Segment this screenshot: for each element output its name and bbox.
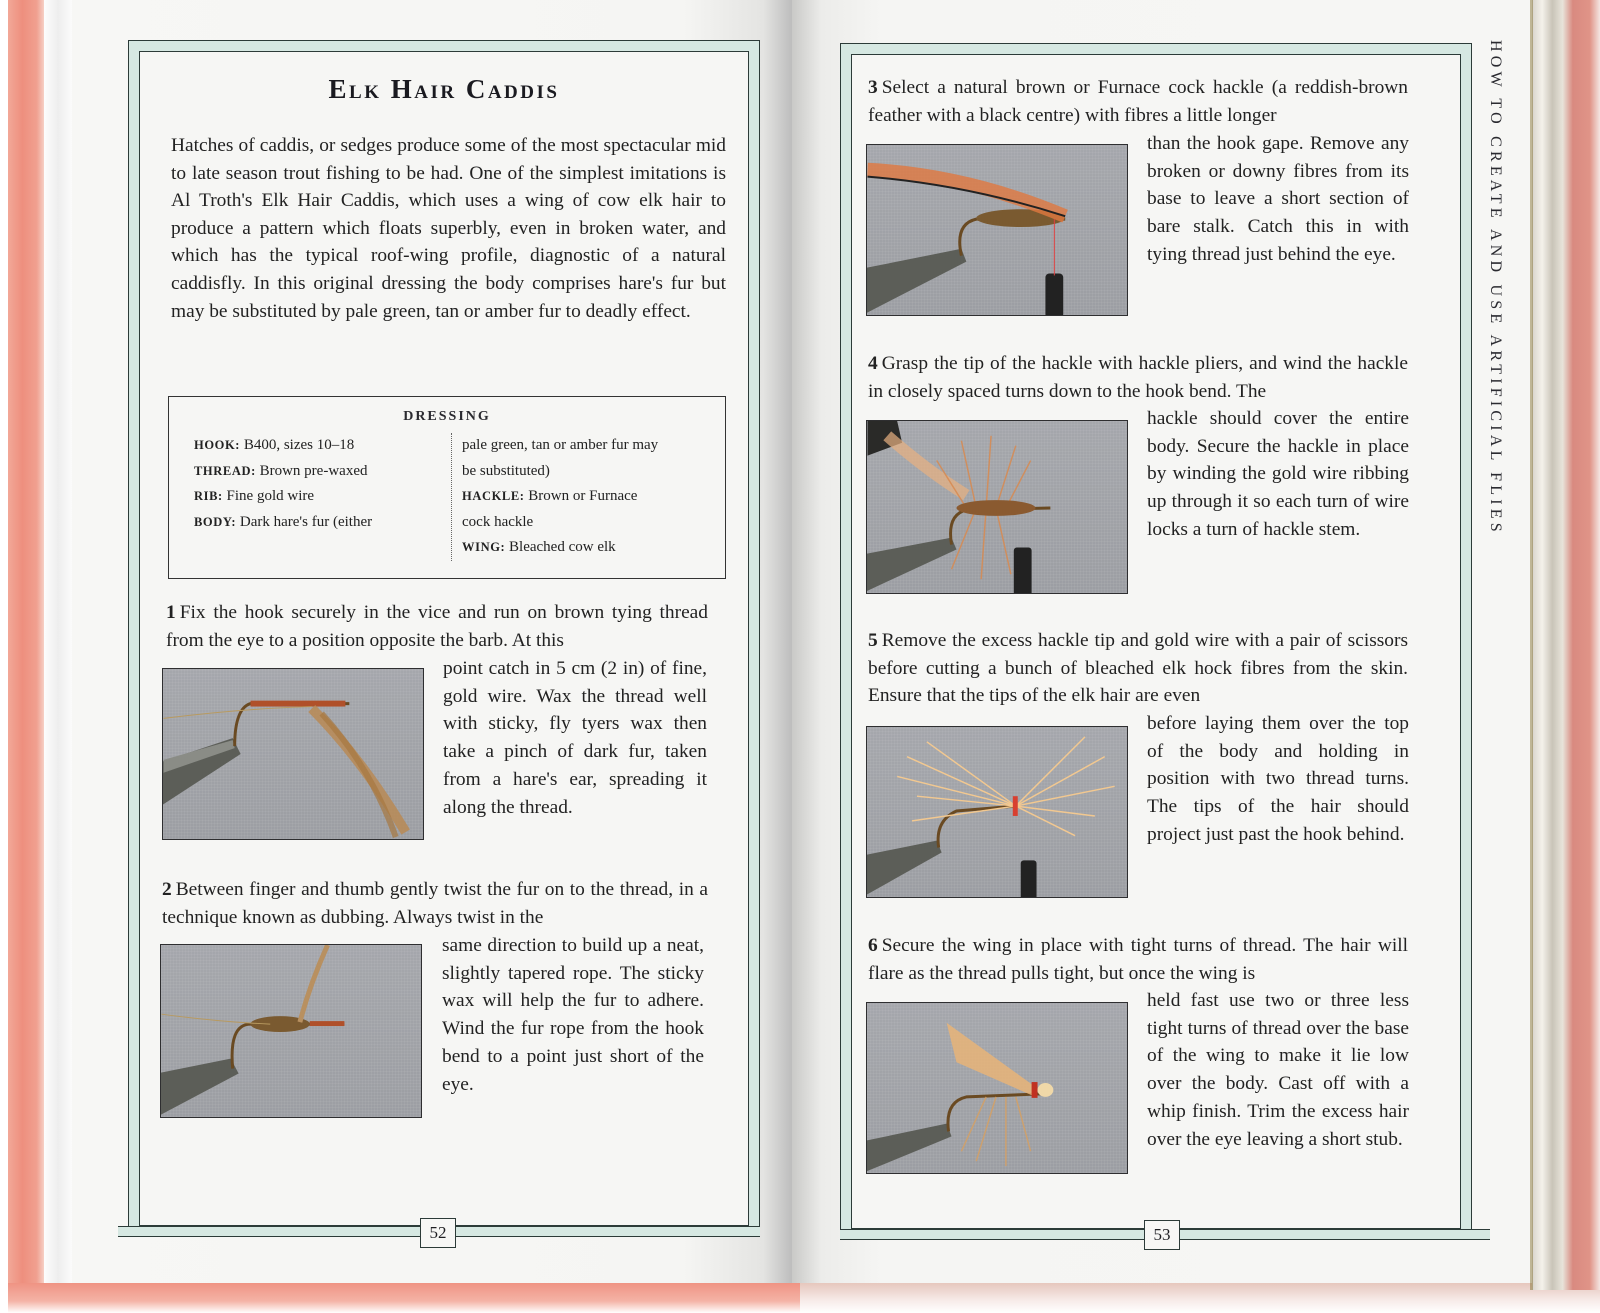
step-text: Between finger and thumb gently twist the fur on to the thread, in a technique known as dubbing. Always twist in the bbox=[162, 879, 708, 928]
hook-photo-illustration bbox=[867, 727, 1127, 897]
step-2-text: same direction to build up a neat, slightly tapered rope. The sticky wax will help the fur to adhere. Wind the fur rope from the hook bend to a point just short of the eye. bbox=[442, 935, 704, 1095]
dressing-column-left bbox=[194, 433, 444, 535]
page-edge-bottom-right bbox=[800, 1283, 1600, 1313]
step-5-text: before laying them over the top of the body and holding in position with two thread turns. The tips of the hair should project just past the hook behind. bbox=[1147, 713, 1409, 845]
step-3-lead bbox=[868, 74, 1408, 129]
page-number-left: 52 bbox=[420, 1218, 456, 1248]
hook-photo-illustration bbox=[867, 421, 1127, 593]
step-text: Secure the wing in place with tight turns of thread. The hair will flare as the thread pulls tight, but once the wing is bbox=[868, 935, 1408, 984]
step-2-lead bbox=[162, 876, 708, 931]
step-3-text: than the hook gape. Remove any broken or downy fibres from its base to leave a short section of bare stalk. Catch this in with tying thread just behind the eye. bbox=[1147, 133, 1409, 265]
step-number: 1 bbox=[166, 602, 176, 623]
page-number-right: 53 bbox=[1144, 1220, 1180, 1250]
step-number: 3 bbox=[868, 77, 878, 98]
dressing-label: HACKLE: bbox=[462, 489, 525, 504]
dressing-body-continued: be substituted) bbox=[462, 462, 550, 479]
dressing-value: Brown or Furnace bbox=[528, 488, 638, 505]
dressing-value: B400, sizes 10–18 bbox=[243, 437, 355, 453]
dressing-value: Fine gold wire bbox=[226, 488, 315, 505]
step-4-photo bbox=[866, 420, 1128, 594]
dressing-box bbox=[168, 396, 726, 579]
dressing-label: RIB: bbox=[194, 489, 223, 504]
running-head: HOW TO CREATE AND USE ARTIFICIAL FLIES bbox=[1487, 40, 1504, 536]
step-5-photo bbox=[866, 726, 1128, 898]
hook-photo-illustration bbox=[163, 669, 423, 839]
step-5-lead bbox=[868, 627, 1408, 710]
step-number: 5 bbox=[868, 630, 878, 651]
step-number: 4 bbox=[868, 353, 878, 374]
step-text: Grasp the tip of the hackle with hackle pliers, and wind the hackle in closely spaced turns down to the hook bend. The bbox=[868, 353, 1408, 402]
dressing-hackle-continued: cock hackle bbox=[462, 513, 534, 530]
step-text: Fix the hook securely in the vice and run on brown tying thread from the eye to a position opposite the barb. At this bbox=[166, 602, 708, 651]
dressing-label: WING: bbox=[462, 540, 506, 555]
step-4-lead bbox=[868, 350, 1408, 405]
dressing-item-hackle bbox=[462, 484, 711, 510]
hook-photo-illustration bbox=[867, 145, 1127, 315]
page-edge-right bbox=[1532, 0, 1600, 1290]
step-1-text: point catch in 5 cm (2 in) of fine, gold wire. Wax the thread well with sticky, fly tyers wax then take a pinch of dark fur, taken from a hare's ear, spreading it along the thread. bbox=[443, 658, 707, 818]
cover-edge-line bbox=[1530, 0, 1533, 1290]
step-text: Select a natural brown or Furnace cock hackle (a reddish-brown feather with a black centre) with fibres a little longer bbox=[868, 77, 1408, 126]
dressing-item-thread bbox=[194, 459, 444, 485]
dressing-label: THREAD: bbox=[194, 463, 256, 478]
step-1-lead bbox=[166, 599, 708, 654]
step-6-lead bbox=[868, 932, 1408, 987]
dressing-label: HOOK: bbox=[194, 438, 241, 452]
dressing-body-continued: pale green, tan or amber fur may bbox=[462, 437, 659, 453]
page-edge-left bbox=[8, 0, 44, 1290]
step-2-photo bbox=[160, 944, 422, 1118]
hook-photo-illustration bbox=[161, 945, 421, 1117]
dressing-title: DRESSING bbox=[403, 409, 491, 424]
step-3-photo bbox=[866, 144, 1128, 316]
intro-paragraph: Hatches of caddis, or sedges produce some of the most spectacular mid to late season trout fishing to be had. One of the simplest imitations is Al Troth's Elk Hair Caddis, which uses a wing of cow elk hair to produce a pattern which floats superbly, even in broken water, and which has the typical roof-wing profile, diagnostic of a natural caddisfly. In this original dressing the body comprises hare's fur but may be substituted by pale green, tan or amber fur to deadly effect. bbox=[171, 135, 726, 322]
dressing-item-body bbox=[194, 510, 444, 536]
dressing-item-rib bbox=[194, 484, 444, 510]
step-6-photo bbox=[866, 1002, 1128, 1174]
dressing-item-hook bbox=[194, 433, 444, 459]
dressing-value: Brown pre-waxed bbox=[259, 462, 368, 479]
article-title: Elk Hair Caddis bbox=[328, 74, 560, 104]
dressing-value: Bleached cow elk bbox=[509, 539, 616, 556]
step-6-text: held fast use two or three less tight turns of thread over the base of the wing to make it lie low over the body. Cast off with a whip finish. Trim the excess hair over the eye leaving a short stub. bbox=[1147, 990, 1409, 1150]
hook-photo-illustration bbox=[867, 1003, 1127, 1173]
dressing-label: BODY: bbox=[194, 514, 237, 529]
step-1-photo bbox=[162, 668, 424, 840]
dressing-column-right bbox=[451, 433, 711, 561]
step-4-text: hackle should cover the entire body. Secure the hackle in place by winding the gold wire ribbing up through it so each turn of wire locks a turn of hackle stem. bbox=[1147, 408, 1409, 540]
dressing-item-wing bbox=[462, 535, 711, 561]
page-stack-left bbox=[44, 0, 72, 1283]
dressing-value: Dark hare's fur (either bbox=[239, 513, 373, 530]
step-number: 2 bbox=[162, 879, 172, 900]
step-text: Remove the excess hackle tip and gold wire with a pair of scissors before cutting a bunch of bleached elk hock fibres from the skin. Ensure that the tips of the elk hair are even bbox=[868, 630, 1408, 707]
step-number: 6 bbox=[868, 935, 878, 956]
